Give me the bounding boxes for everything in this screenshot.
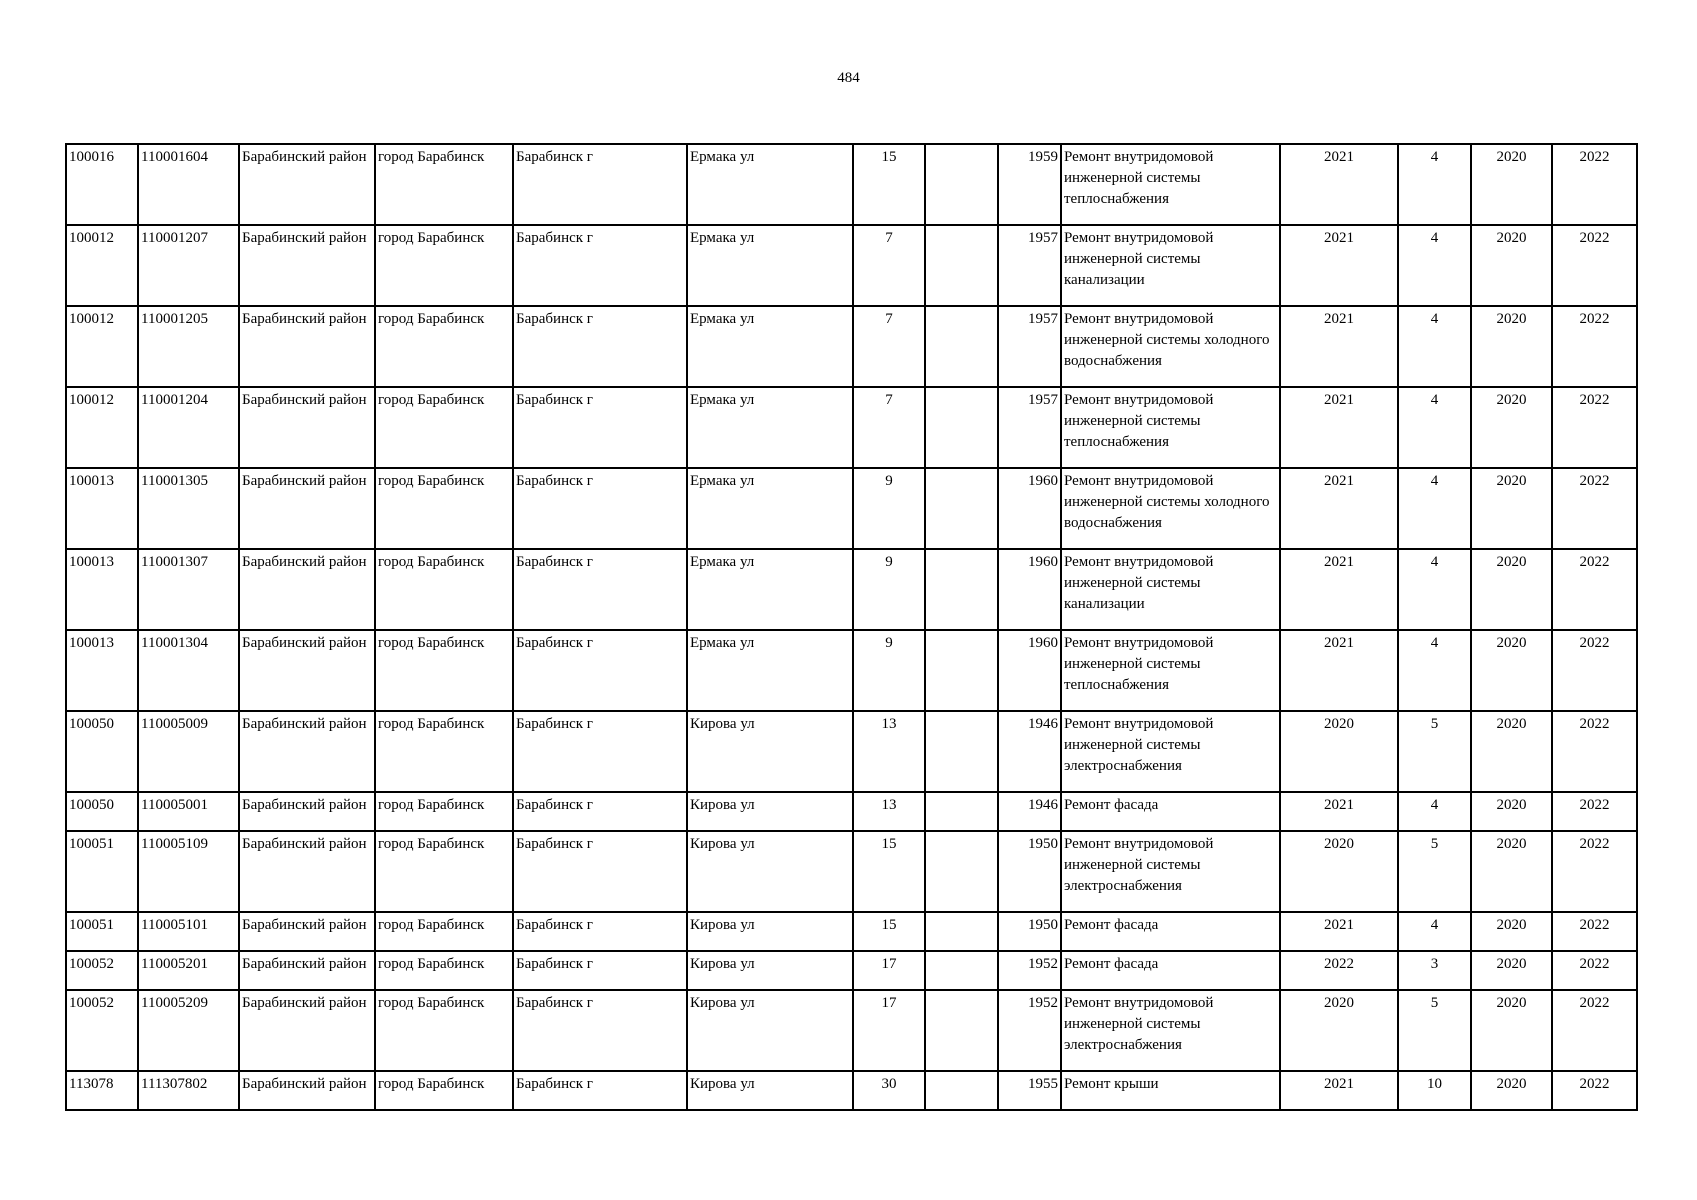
table-row xyxy=(66,387,1637,468)
work-type-cell: Ремонт внутридомовой инженерной системы теплоснабжения xyxy=(1061,144,1280,225)
table-row xyxy=(66,951,1637,990)
building-cell xyxy=(925,831,998,912)
build-year-cell: 1952 xyxy=(998,951,1061,990)
table-row xyxy=(66,1071,1637,1110)
term-cell: 3 xyxy=(1398,951,1471,990)
work-type-cell: Ремонт внутридомовой инженерной системы холодного водоснабжения xyxy=(1061,468,1280,549)
district-cell: Барабинский район xyxy=(239,792,375,831)
house-number-cell: 15 xyxy=(853,831,925,912)
street-cell: Кирова ул xyxy=(687,951,853,990)
district-cell: Барабинский район xyxy=(239,630,375,711)
build-year-cell: 1957 xyxy=(998,387,1061,468)
planned-year-cell: 2021 xyxy=(1280,792,1398,831)
municipality-cell: город Барабинск xyxy=(375,630,513,711)
object-id-cell: 100016 xyxy=(66,144,138,225)
locality-cell: Барабинск г xyxy=(513,951,687,990)
work-type-cell: Ремонт фасада xyxy=(1061,912,1280,951)
building-cell xyxy=(925,549,998,630)
term-cell: 10 xyxy=(1398,1071,1471,1110)
period-end-cell: 2022 xyxy=(1552,630,1637,711)
locality-cell: Барабинск г xyxy=(513,630,687,711)
table-row xyxy=(66,912,1637,951)
work-code-cell: 110005001 xyxy=(138,792,239,831)
planned-year-cell: 2021 xyxy=(1280,468,1398,549)
table-row xyxy=(66,225,1637,306)
street-cell: Ермака ул xyxy=(687,549,853,630)
work-code-cell: 110005101 xyxy=(138,912,239,951)
object-id-cell: 100051 xyxy=(66,912,138,951)
municipality-cell: город Барабинск xyxy=(375,831,513,912)
work-type-cell: Ремонт внутридомовой инженерной системы канализации xyxy=(1061,549,1280,630)
object-id-cell: 100012 xyxy=(66,306,138,387)
period-end-cell: 2022 xyxy=(1552,306,1637,387)
work-code-cell: 110001604 xyxy=(138,144,239,225)
locality-cell: Барабинск г xyxy=(513,711,687,792)
district-cell: Барабинский район xyxy=(239,951,375,990)
term-cell: 4 xyxy=(1398,549,1471,630)
municipality-cell: город Барабинск xyxy=(375,912,513,951)
table-row xyxy=(66,306,1637,387)
house-number-cell: 13 xyxy=(853,711,925,792)
work-type-cell: Ремонт внутридомовой инженерной системы канализации xyxy=(1061,225,1280,306)
municipality-cell: город Барабинск xyxy=(375,468,513,549)
work-type-cell: Ремонт внутридомовой инженерной системы электроснабжения xyxy=(1061,831,1280,912)
planned-year-cell: 2021 xyxy=(1280,225,1398,306)
house-number-cell: 17 xyxy=(853,951,925,990)
build-year-cell: 1946 xyxy=(998,711,1061,792)
street-cell: Ермака ул xyxy=(687,468,853,549)
object-id-cell: 100052 xyxy=(66,990,138,1071)
term-cell: 4 xyxy=(1398,468,1471,549)
street-cell: Кирова ул xyxy=(687,711,853,792)
work-type-cell: Ремонт внутридомовой инженерной системы электроснабжения xyxy=(1061,711,1280,792)
table-row xyxy=(66,630,1637,711)
locality-cell: Барабинск г xyxy=(513,144,687,225)
work-type-cell: Ремонт крыши xyxy=(1061,1071,1280,1110)
district-cell: Барабинский район xyxy=(239,549,375,630)
work-code-cell: 110001204 xyxy=(138,387,239,468)
street-cell: Ермака ул xyxy=(687,144,853,225)
locality-cell: Барабинск г xyxy=(513,912,687,951)
period-start-cell: 2020 xyxy=(1471,387,1552,468)
period-start-cell: 2020 xyxy=(1471,912,1552,951)
municipality-cell: город Барабинск xyxy=(375,144,513,225)
period-start-cell: 2020 xyxy=(1471,792,1552,831)
house-number-cell: 7 xyxy=(853,306,925,387)
planned-year-cell: 2021 xyxy=(1280,912,1398,951)
build-year-cell: 1952 xyxy=(998,990,1061,1071)
house-number-cell: 13 xyxy=(853,792,925,831)
house-number-cell: 7 xyxy=(853,225,925,306)
municipality-cell: город Барабинск xyxy=(375,387,513,468)
planned-year-cell: 2020 xyxy=(1280,831,1398,912)
house-number-cell: 7 xyxy=(853,387,925,468)
district-cell: Барабинский район xyxy=(239,387,375,468)
work-type-cell: Ремонт внутридомовой инженерной системы теплоснабжения xyxy=(1061,387,1280,468)
period-start-cell: 2020 xyxy=(1471,468,1552,549)
work-type-cell: Ремонт фасада xyxy=(1061,951,1280,990)
street-cell: Кирова ул xyxy=(687,912,853,951)
district-cell: Барабинский район xyxy=(239,468,375,549)
locality-cell: Барабинск г xyxy=(513,990,687,1071)
locality-cell: Барабинск г xyxy=(513,831,687,912)
period-end-cell: 2022 xyxy=(1552,792,1637,831)
planned-year-cell: 2021 xyxy=(1280,387,1398,468)
repair-registry-table xyxy=(65,143,1638,1111)
district-cell: Барабинский район xyxy=(239,1071,375,1110)
work-type-cell: Ремонт внутридомовой инженерной системы электроснабжения xyxy=(1061,990,1280,1071)
term-cell: 4 xyxy=(1398,306,1471,387)
work-code-cell: 110001205 xyxy=(138,306,239,387)
build-year-cell: 1959 xyxy=(998,144,1061,225)
object-id-cell: 100052 xyxy=(66,951,138,990)
house-number-cell: 17 xyxy=(853,990,925,1071)
street-cell: Кирова ул xyxy=(687,1071,853,1110)
locality-cell: Барабинск г xyxy=(513,306,687,387)
district-cell: Барабинский район xyxy=(239,990,375,1071)
term-cell: 5 xyxy=(1398,831,1471,912)
period-end-cell: 2022 xyxy=(1552,144,1637,225)
period-end-cell: 2022 xyxy=(1552,549,1637,630)
building-cell xyxy=(925,711,998,792)
building-cell xyxy=(925,225,998,306)
locality-cell: Барабинск г xyxy=(513,468,687,549)
term-cell: 5 xyxy=(1398,711,1471,792)
period-end-cell: 2022 xyxy=(1552,831,1637,912)
period-end-cell: 2022 xyxy=(1552,711,1637,792)
term-cell: 4 xyxy=(1398,387,1471,468)
object-id-cell: 100012 xyxy=(66,225,138,306)
period-start-cell: 2020 xyxy=(1471,630,1552,711)
build-year-cell: 1957 xyxy=(998,306,1061,387)
building-cell xyxy=(925,387,998,468)
period-start-cell: 2020 xyxy=(1471,951,1552,990)
period-start-cell: 2020 xyxy=(1471,549,1552,630)
municipality-cell: город Барабинск xyxy=(375,225,513,306)
locality-cell: Барабинск г xyxy=(513,549,687,630)
work-type-cell: Ремонт фасада xyxy=(1061,792,1280,831)
municipality-cell: город Барабинск xyxy=(375,990,513,1071)
build-year-cell: 1955 xyxy=(998,1071,1061,1110)
planned-year-cell: 2020 xyxy=(1280,990,1398,1071)
locality-cell: Барабинск г xyxy=(513,1071,687,1110)
work-code-cell: 110005109 xyxy=(138,831,239,912)
period-end-cell: 2022 xyxy=(1552,387,1637,468)
house-number-cell: 15 xyxy=(853,144,925,225)
district-cell: Барабинский район xyxy=(239,225,375,306)
municipality-cell: город Барабинск xyxy=(375,792,513,831)
object-id-cell: 100051 xyxy=(66,831,138,912)
term-cell: 5 xyxy=(1398,990,1471,1071)
locality-cell: Барабинск г xyxy=(513,225,687,306)
table-row xyxy=(66,711,1637,792)
locality-cell: Барабинск г xyxy=(513,792,687,831)
build-year-cell: 1960 xyxy=(998,549,1061,630)
house-number-cell: 30 xyxy=(853,1071,925,1110)
municipality-cell: город Барабинск xyxy=(375,711,513,792)
object-id-cell: 100050 xyxy=(66,711,138,792)
term-cell: 4 xyxy=(1398,912,1471,951)
period-start-cell: 2020 xyxy=(1471,711,1552,792)
object-id-cell: 100013 xyxy=(66,549,138,630)
street-cell: Кирова ул xyxy=(687,990,853,1071)
period-end-cell: 2022 xyxy=(1552,912,1637,951)
term-cell: 4 xyxy=(1398,225,1471,306)
object-id-cell: 100050 xyxy=(66,792,138,831)
street-cell: Ермака ул xyxy=(687,225,853,306)
house-number-cell: 9 xyxy=(853,549,925,630)
build-year-cell: 1950 xyxy=(998,912,1061,951)
build-year-cell: 1960 xyxy=(998,468,1061,549)
build-year-cell: 1946 xyxy=(998,792,1061,831)
work-code-cell: 110001307 xyxy=(138,549,239,630)
work-code-cell: 110005209 xyxy=(138,990,239,1071)
page-number: 484 xyxy=(837,70,860,86)
period-start-cell: 2020 xyxy=(1471,225,1552,306)
build-year-cell: 1957 xyxy=(998,225,1061,306)
building-cell xyxy=(925,144,998,225)
work-code-cell: 110001304 xyxy=(138,630,239,711)
work-code-cell: 110001305 xyxy=(138,468,239,549)
district-cell: Барабинский район xyxy=(239,144,375,225)
table-row xyxy=(66,468,1637,549)
building-cell xyxy=(925,792,998,831)
building-cell xyxy=(925,951,998,990)
house-number-cell: 15 xyxy=(853,912,925,951)
object-id-cell: 113078 xyxy=(66,1071,138,1110)
period-start-cell: 2020 xyxy=(1471,1071,1552,1110)
table-row xyxy=(66,792,1637,831)
district-cell: Барабинский район xyxy=(239,711,375,792)
work-code-cell: 110005201 xyxy=(138,951,239,990)
object-id-cell: 100013 xyxy=(66,468,138,549)
object-id-cell: 100013 xyxy=(66,630,138,711)
period-start-cell: 2020 xyxy=(1471,990,1552,1071)
term-cell: 4 xyxy=(1398,792,1471,831)
district-cell: Барабинский район xyxy=(239,306,375,387)
district-cell: Барабинский район xyxy=(239,831,375,912)
street-cell: Ермака ул xyxy=(687,306,853,387)
planned-year-cell: 2021 xyxy=(1280,1071,1398,1110)
building-cell xyxy=(925,990,998,1071)
period-end-cell: 2022 xyxy=(1552,951,1637,990)
period-end-cell: 2022 xyxy=(1552,990,1637,1071)
building-cell xyxy=(925,1071,998,1110)
planned-year-cell: 2021 xyxy=(1280,630,1398,711)
period-end-cell: 2022 xyxy=(1552,468,1637,549)
work-code-cell: 111307802 xyxy=(138,1071,239,1110)
house-number-cell: 9 xyxy=(853,468,925,549)
planned-year-cell: 2021 xyxy=(1280,306,1398,387)
street-cell: Ермака ул xyxy=(687,387,853,468)
building-cell xyxy=(925,468,998,549)
locality-cell: Барабинск г xyxy=(513,387,687,468)
municipality-cell: город Барабинск xyxy=(375,549,513,630)
street-cell: Кирова ул xyxy=(687,792,853,831)
table-body xyxy=(66,144,1637,1110)
period-start-cell: 2020 xyxy=(1471,306,1552,387)
period-end-cell: 2022 xyxy=(1552,1071,1637,1110)
municipality-cell: город Барабинск xyxy=(375,306,513,387)
street-cell: Кирова ул xyxy=(687,831,853,912)
term-cell: 4 xyxy=(1398,144,1471,225)
table-row xyxy=(66,549,1637,630)
district-cell: Барабинский район xyxy=(239,912,375,951)
build-year-cell: 1950 xyxy=(998,831,1061,912)
period-start-cell: 2020 xyxy=(1471,831,1552,912)
table-row xyxy=(66,831,1637,912)
table-row xyxy=(66,990,1637,1071)
period-start-cell: 2020 xyxy=(1471,144,1552,225)
building-cell xyxy=(925,630,998,711)
work-type-cell: Ремонт внутридомовой инженерной системы холодного водоснабжения xyxy=(1061,306,1280,387)
term-cell: 4 xyxy=(1398,630,1471,711)
house-number-cell: 9 xyxy=(853,630,925,711)
municipality-cell: город Барабинск xyxy=(375,951,513,990)
building-cell xyxy=(925,912,998,951)
work-code-cell: 110005009 xyxy=(138,711,239,792)
planned-year-cell: 2022 xyxy=(1280,951,1398,990)
object-id-cell: 100012 xyxy=(66,387,138,468)
municipality-cell: город Барабинск xyxy=(375,1071,513,1110)
planned-year-cell: 2021 xyxy=(1280,549,1398,630)
work-type-cell: Ремонт внутридомовой инженерной системы теплоснабжения xyxy=(1061,630,1280,711)
planned-year-cell: 2021 xyxy=(1280,144,1398,225)
table-row xyxy=(66,144,1637,225)
work-code-cell: 110001207 xyxy=(138,225,239,306)
street-cell: Ермака ул xyxy=(687,630,853,711)
planned-year-cell: 2020 xyxy=(1280,711,1398,792)
building-cell xyxy=(925,306,998,387)
period-end-cell: 2022 xyxy=(1552,225,1637,306)
build-year-cell: 1960 xyxy=(998,630,1061,711)
